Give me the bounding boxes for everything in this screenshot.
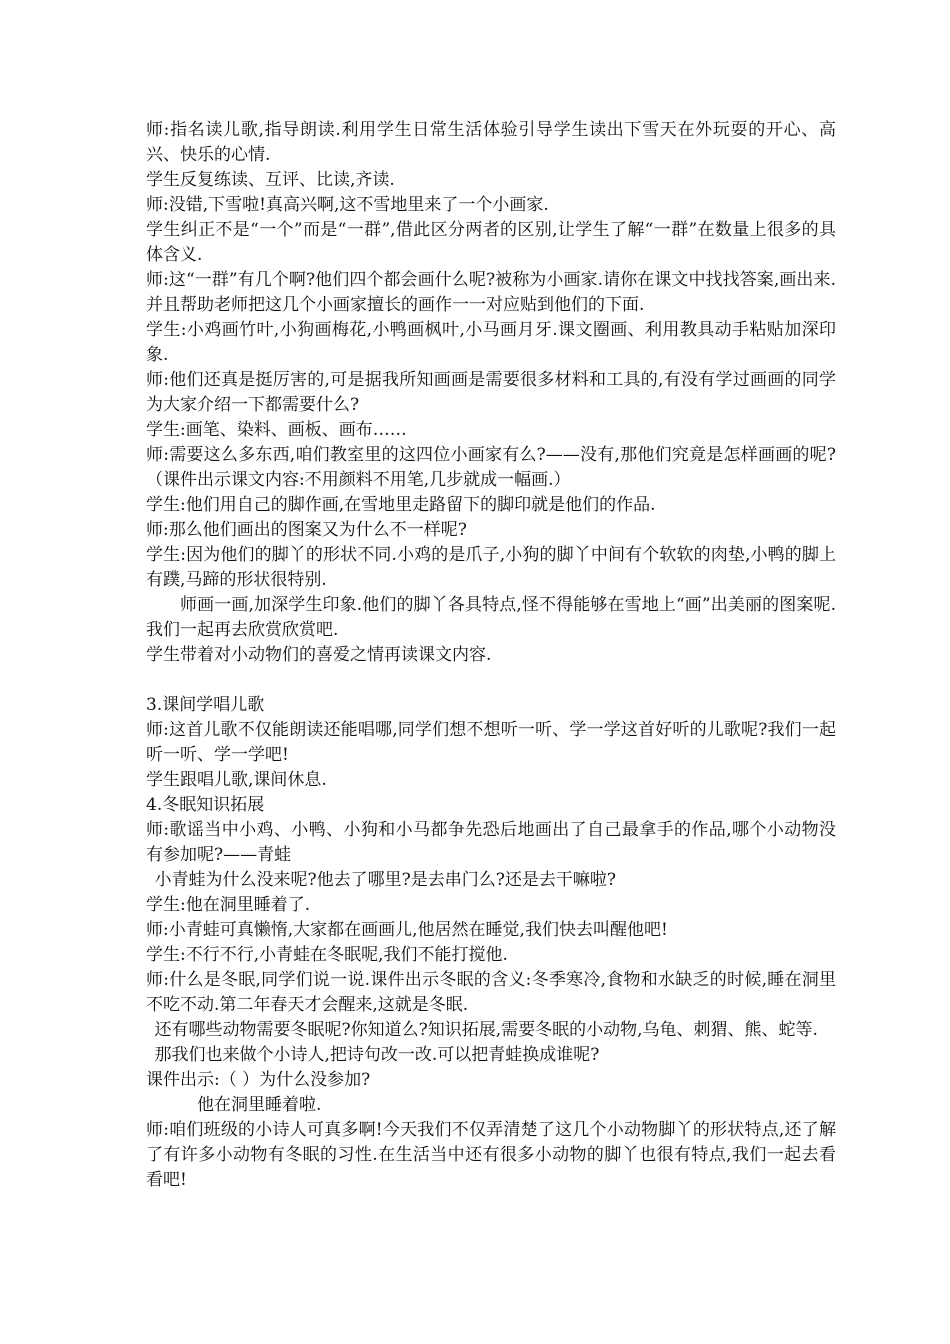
paragraph: 学生:画笔、染料、画板、画布……: [146, 420, 407, 440]
paragraph: 师:这“一群”有几个啊?他们四个都会画什么呢?被称为小画家.请你在课文中找找答案,画出来.并且帮助老师把这几个小画家擅长的画作一一对应贴到他们的下面.: [146, 270, 836, 315]
paragraph: 师:小青蛙可真懒惰,大家都在画画儿,他居然在睡觉,我们快去叫醒他吧!: [146, 920, 668, 940]
paragraph: 学生带着对小动物们的喜爱之情再读课文内容.: [146, 645, 492, 665]
paragraph: 师:歌谣当中小鸡、小鸭、小狗和小马都争先恐后地画出了自己最拿手的作品,哪个小动物没有参加呢?——青蛙: [146, 820, 836, 865]
blank-line: [146, 668, 836, 693]
paragraph: 师:他们还真是挺厉害的,可是据我所知画画是需要很多材料和工具的,有没有学过画画的同学为大家介绍一下都需要什么?: [146, 370, 836, 415]
paragraph: 学生:他们用自己的脚作画,在雪地里走路留下的脚印就是他们的作品.: [146, 495, 656, 515]
document-page: [146, 118, 836, 1193]
paragraph: 师:需要这么多东西,咱们教室里的这四位小画家有么?——没有,那他们究竟是怎样画画的呢?（课件出示课文内容:不用颜料不用笔,几步就成一幅画.）: [146, 445, 836, 490]
paragraph: 师:咱们班级的小诗人可真多啊!今天我们不仅弄清楚了这几个小动物脚丫的形状特点,还了解了有许多小动物有冬眠的习性.在生活当中还有很多小动物的脚丫也很有特点,我们一起去看看吧!: [146, 1120, 836, 1190]
paragraph: 课件出示:（ ）为什么没参加?: [146, 1070, 371, 1090]
paragraph: 师:指名读儿歌,指导朗读.利用学生日常生活体验引导学生读出下雪天在外玩耍的开心、高兴、快乐的心情.: [146, 120, 836, 165]
paragraph: 小青蛙为什么没来呢?他去了哪里?是去串门么?还是去干嘛啦?: [154, 870, 616, 890]
paragraph: 还有哪些动物需要冬眠呢?你知道么?知识拓展,需要冬眠的小动物,乌龟、刺猬、熊、蛇等.: [154, 1020, 818, 1040]
paragraph: 那我们也来做个小诗人,把诗句改一改.可以把青蛙换成谁呢?: [154, 1045, 600, 1065]
paragraph: 学生:小鸡画竹叶,小狗画梅花,小鸭画枫叶,小马画月牙.课文圈画、利用教具动手粘贴加深印象.: [146, 320, 836, 365]
paragraph: 学生纠正不是“一个”而是“一群”,借此区分两者的区别,让学生了解“一群”在数量上很多的具体含义.: [146, 220, 836, 265]
paragraph: 师画一画,加深学生印象.他们的脚丫各具特点,怪不得能够在雪地上“画”出美丽的图案呢.我们一起再去欣赏欣赏吧.: [146, 595, 836, 640]
paragraph: 学生:他在洞里睡着了.: [146, 895, 311, 915]
paragraph: 师:没错,下雪啦!真高兴啊,这不雪地里来了一个小画家.: [146, 195, 549, 215]
paragraph: 4.冬眠知识拓展: [146, 795, 265, 815]
paragraph: 师:什么是冬眠,同学们说一说.课件出示冬眠的含义:冬季寒冷,食物和水缺乏的时候,睡在洞里不吃不动.第二年春天才会醒来,这就是冬眠.: [146, 970, 836, 1015]
paragraph: 学生反复练读、互评、比读,齐读.: [146, 170, 395, 190]
paragraph: 3.课间学唱儿歌: [146, 695, 265, 715]
paragraph: 师:这首儿歌不仅能朗读还能唱哪,同学们想不想听一听、学一学这首好听的儿歌呢?我们一起听一听、学一学吧!: [146, 720, 836, 765]
paragraph: 学生跟唱儿歌,课间休息.: [146, 770, 327, 790]
paragraph: 师:那么他们画出的图案又为什么不一样呢?: [146, 520, 467, 540]
paragraph: 学生:不行不行,小青蛙在冬眠呢,我们不能打搅他.: [146, 945, 508, 965]
paragraph: 学生:因为他们的脚丫的形状不同.小鸡的是爪子,小狗的脚丫中间有个软软的肉垫,小鸭的脚上有蹼,马蹄的形状很特别.: [146, 545, 836, 590]
paragraph: 他在洞里睡着啦.: [197, 1095, 322, 1115]
